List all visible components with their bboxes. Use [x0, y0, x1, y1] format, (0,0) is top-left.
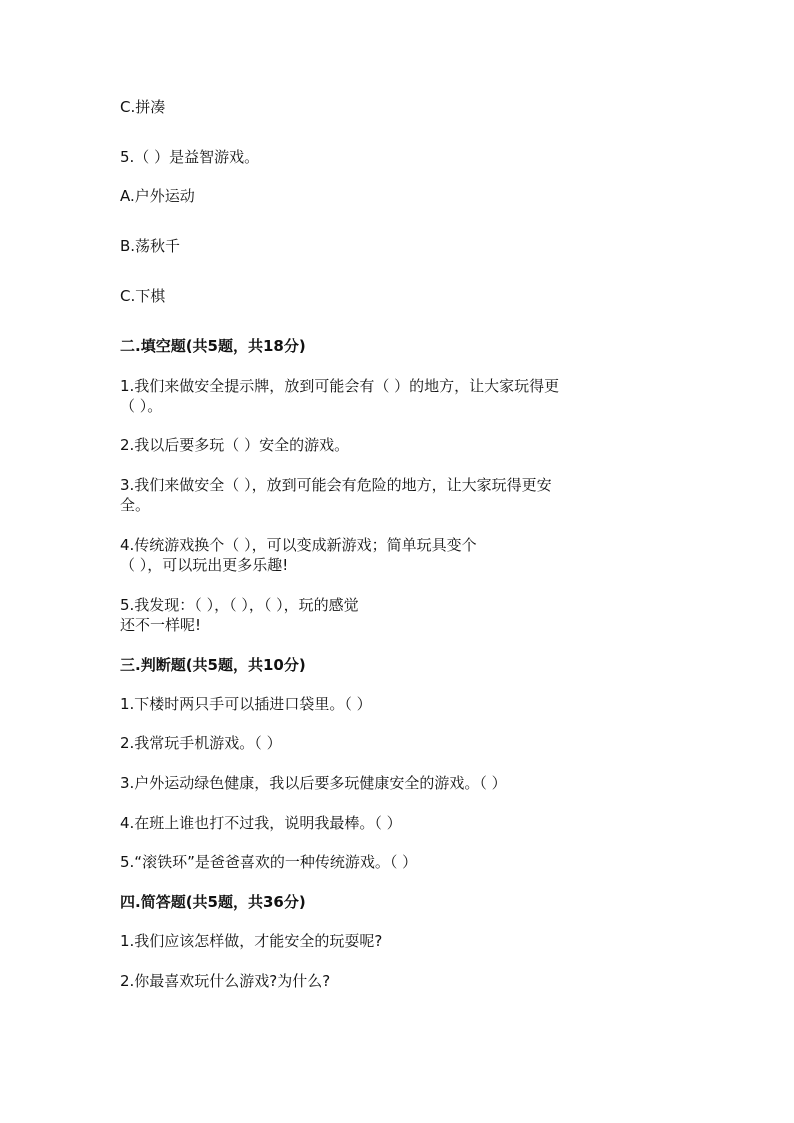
section-heading-true-false: 三.判断题(共5题，共10分)	[120, 656, 306, 674]
option-c-xiaqi: C.下棋	[120, 287, 166, 305]
short-q2: 2.你最喜欢玩什么游戏?为什么?	[120, 972, 331, 990]
judge-q1: 1.下楼时两只手可以插进口袋里。（ ）	[120, 695, 372, 713]
fill-q1-line2: （ ）。	[120, 397, 163, 415]
question-5: 5.（ ）是益智游戏。	[120, 148, 260, 166]
fill-q4-line1: 4.传统游戏换个（ ），可以变成新游戏；简单玩具变个	[120, 536, 477, 554]
judge-q5: 5.“滚铁环”是爸爸喜欢的一种传统游戏。（ ）	[120, 853, 418, 871]
section-heading-fill-blank: 二.填空题(共5题，共18分)	[120, 337, 306, 355]
fill-q5-line2: 还不一样呢!	[120, 616, 202, 634]
fill-q2: 2.我以后要多玩（ ）安全的游戏。	[120, 436, 350, 454]
fill-q1-line1: 1.我们来做安全提示牌，放到可能会有（ ）的地方，让大家玩得更	[120, 377, 560, 395]
fill-q5-line1: 5.我发现：（ ），（ ），（ ），玩的感觉	[120, 596, 359, 614]
section-heading-short-answer: 四.简答题(共5题，共36分)	[120, 893, 306, 911]
option-a-huwai: A.户外运动	[120, 187, 195, 205]
judge-q4: 4.在班上谁也打不过我，说明我最棒。（ ）	[120, 814, 402, 832]
judge-q2: 2.我常玩手机游戏。（ ）	[120, 734, 282, 752]
fill-q3-line1: 3.我们来做安全（ ），放到可能会有危险的地方，让大家玩得更安	[120, 476, 552, 494]
judge-q3: 3.户外运动绿色健康，我以后要多玩健康安全的游戏。（ ）	[120, 774, 507, 792]
option-c-pincou: C.拼凑	[120, 98, 166, 116]
fill-q3-line2: 全。	[120, 496, 151, 514]
short-q1: 1.我们应该怎样做，才能安全的玩耍呢?	[120, 932, 383, 950]
option-b-qiuqian: B.荡秋千	[120, 237, 181, 255]
fill-q4-line2: （ ），可以玩出更多乐趣!	[120, 556, 289, 574]
